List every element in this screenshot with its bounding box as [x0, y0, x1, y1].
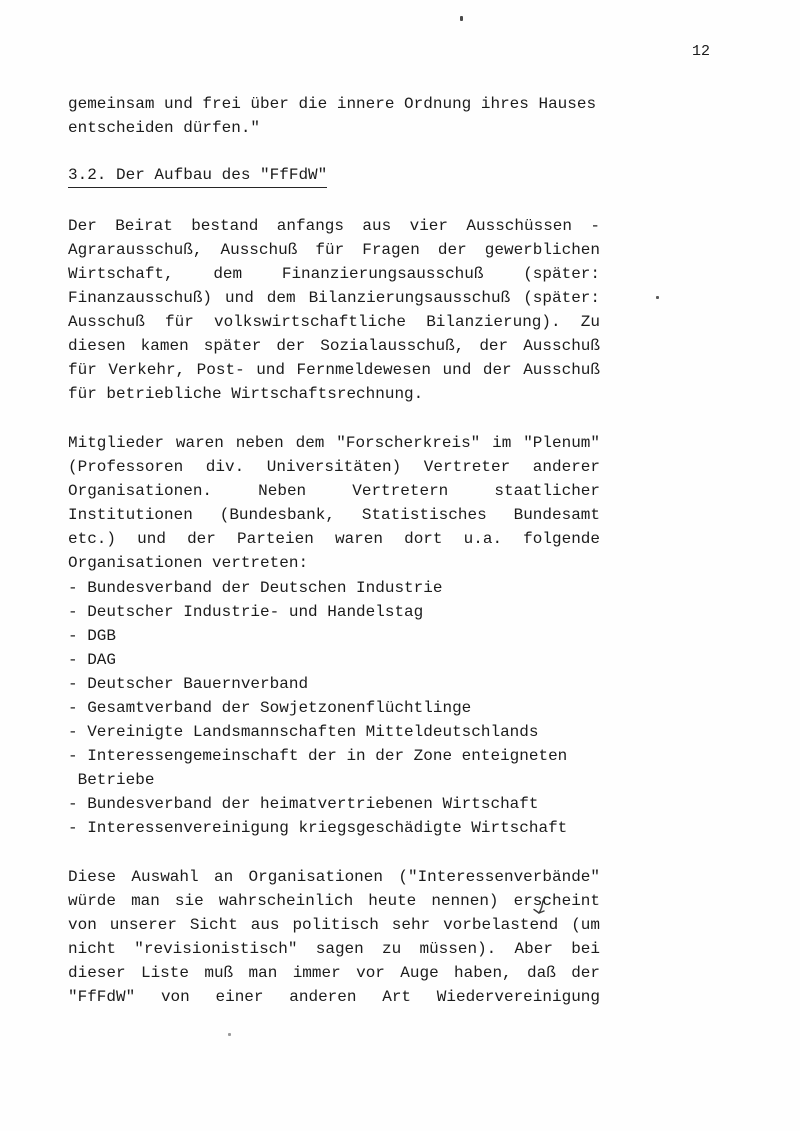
scan-speck — [228, 1033, 231, 1036]
text-line: Wirtschaft, dem Finanzierungsausschuß (später: — [68, 265, 600, 283]
list-item: - Deutscher Bauernverband — [68, 675, 309, 693]
text-line: Finanzausschuß) und dem Bilanzierungsausschuß (später: — [68, 289, 600, 307]
text-line: Organisationen vertreten: — [68, 554, 309, 572]
text-line: (Professoren div. Universitäten) Vertreter anderer — [68, 458, 600, 476]
list-item: - DGB — [68, 627, 117, 645]
text-line: Ausschuß für volkswirtschaftliche Bilanzierung). Zu — [68, 313, 600, 331]
handwritten-correction-mark — [529, 895, 553, 919]
section-heading: 3.2. Der Aufbau des "FfFdW" — [68, 164, 327, 188]
list-item: - DAG — [68, 651, 117, 669]
text-line: für Verkehr, Post- und Fernmeldewesen und der Ausschuß — [68, 361, 600, 379]
paragraph-mitglieder — [68, 431, 600, 575]
text-line: Der Beirat bestand anfangs aus vier Ausschüssen - — [68, 217, 600, 235]
list-item: - Gesamtverband der Sowjetzonenflüchtlinge — [68, 699, 472, 717]
paragraph-auswahl — [68, 865, 600, 1009]
text-line: entscheiden dürfen." — [68, 119, 261, 137]
section-heading-wrap — [68, 164, 327, 188]
text-line: Diese Auswahl an Organisationen ("Interessenverbände" — [68, 868, 600, 886]
text-line: dieser Liste muß man immer vor Auge haben, daß der — [68, 964, 600, 982]
list-item: - Interessengemeinschaft der in der Zone enteigneten — [68, 747, 568, 765]
scan-speck — [460, 16, 463, 21]
paragraph-beirat — [68, 214, 600, 406]
list-item: - Bundesverband der Deutschen Industrie — [68, 579, 443, 597]
text-line: Agrarausschuß, Ausschuß für Fragen der gewerblichen — [68, 241, 600, 259]
text-line: "FfFdW" von einer anderen Art Wiedervereinigung — [68, 988, 600, 1006]
list-item: - Vereinigte Landsmannschaften Mitteldeutschlands — [68, 723, 539, 741]
text-line: nicht "revisionistisch" sagen zu müssen). Aber bei — [68, 940, 600, 958]
scan-speck — [656, 296, 659, 299]
paragraph-quote-end — [68, 92, 600, 140]
page-number: 12 — [692, 43, 711, 60]
text-line: gemeinsam und frei über die innere Ordnung ihres Hauses — [68, 95, 597, 113]
organisations-list — [68, 576, 600, 840]
text-line: Mitglieder waren neben dem "Forscherkreis" im "Plenum" — [68, 434, 600, 452]
list-item: - Bundesverband der heimatvertriebenen Wirtschaft — [68, 795, 539, 813]
text-line: Organisationen. Neben Vertretern staatlicher — [68, 482, 600, 500]
text-line: etc.) und der Parteien waren dort u.a. folgende — [68, 530, 600, 548]
list-item: - Deutscher Industrie- und Handelstag — [68, 603, 424, 621]
list-item-continuation: Betriebe — [68, 771, 155, 789]
text-line: von unserer Sicht aus politisch sehr vorbelastend (um — [68, 916, 600, 934]
text-line: Institutionen (Bundesbank, Statistisches Bundesamt — [68, 506, 600, 524]
text-line: diesen kamen später der Sozialausschuß, der Ausschuß — [68, 337, 600, 355]
text-line: würde man sie wahrscheinlich heute nennen) erscheint — [68, 892, 600, 910]
text-line: für betriebliche Wirtschaftsrechnung. — [68, 385, 424, 403]
list-item: - Interessenvereinigung kriegsgeschädigte Wirtschaft — [68, 819, 568, 837]
